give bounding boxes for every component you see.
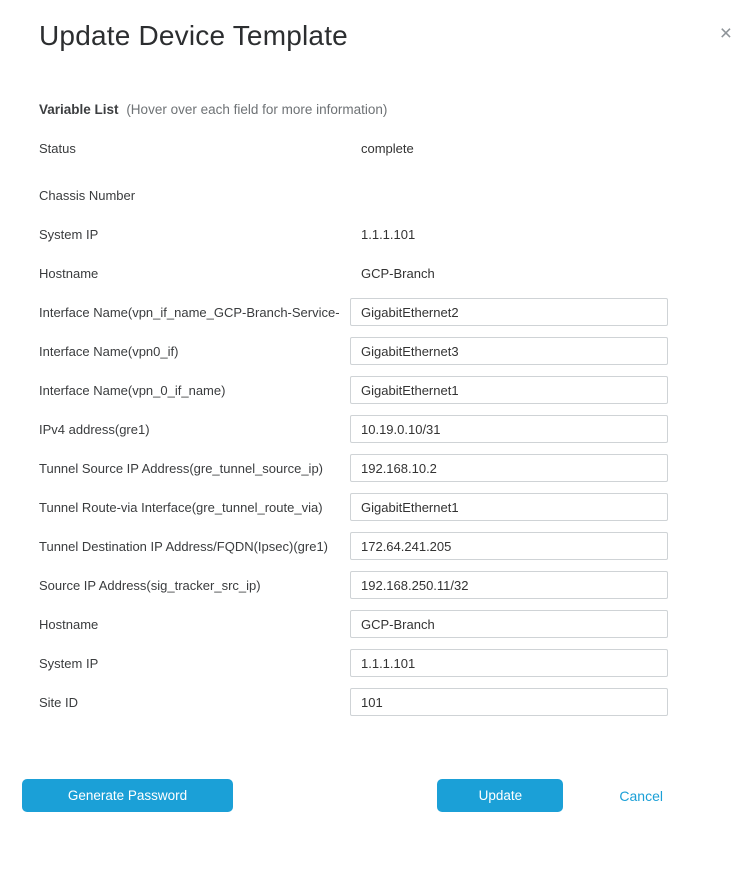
interface-name-service-vpn-input[interactable] [350,298,668,326]
field-row-tunnel-route-via [39,493,668,521]
field-row-source-ip-address [39,571,668,599]
field-label: Source IP Address(sig_tracker_src_ip) [39,577,261,593]
variable-list-header [39,101,713,118]
cancel-link[interactable]: Cancel [619,787,663,804]
status-value: complete [361,140,414,156]
tunnel-source-ip-input[interactable] [350,454,668,482]
field-label: Interface Name(vpn_0_if_name) [39,382,226,398]
field-label: Interface Name(vpn_if_name_GCP-Branch-Service- [39,304,340,320]
source-ip-address-input[interactable] [350,571,668,599]
field-row-hostname-editable [39,610,668,638]
field-label: Interface Name(vpn0_if) [39,343,179,359]
dialog-footer [0,779,752,812]
field-label: Hostname [39,616,99,632]
field-label: Site ID [39,694,79,710]
field-row-status [39,134,668,162]
interface-name-vpn-0-if-name-input[interactable] [350,376,668,404]
generate-password-button[interactable]: Generate Password [22,779,233,812]
field-row-interface-name-vpn-0-if-name [39,376,668,404]
field-label: System IP [39,655,99,671]
field-row-site-id [39,688,668,716]
field-row-chassis-number [39,181,668,209]
ipv4-address-gre1-input[interactable] [350,415,668,443]
system-ip-input[interactable] [350,649,668,677]
field-row-interface-name-service-vpn [39,298,668,326]
field-label: IPv4 address(gre1) [39,421,150,437]
interface-name-vpn0-if-input[interactable] [350,337,668,365]
field-row-ipv4-address-gre1 [39,415,668,443]
field-label: Tunnel Source IP Address(gre_tunnel_source_ip) [39,460,324,476]
close-icon[interactable]: × [719,22,732,45]
field-label: Chassis Number [39,187,136,203]
tunnel-route-via-interface-input[interactable] [350,493,668,521]
hostname-value: GCP-Branch [361,265,435,281]
update-button[interactable]: Update [437,779,563,812]
system-ip-value: 1.1.1.101 [361,226,416,242]
update-device-template-dialog [0,18,752,883]
site-id-input[interactable] [350,688,668,716]
field-label: System IP [39,226,99,242]
variable-list-hint: (Hover over each field for more information) [126,102,388,117]
field-label: Hostname [39,265,99,281]
field-row-tunnel-destination-ip [39,532,668,560]
tunnel-destination-ip-input[interactable] [350,532,668,560]
field-row-interface-name-vpn0-if [39,337,668,365]
field-row-system-ip-editable [39,649,668,677]
field-row-hostname [39,259,668,287]
variable-list-heading: Variable List [39,102,119,117]
hostname-input[interactable] [350,610,668,638]
field-row-tunnel-source-ip [39,454,668,482]
variable-list [0,134,752,716]
field-label: Tunnel Route-via Interface(gre_tunnel_route_via) [39,499,323,515]
field-label: Tunnel Destination IP Address/FQDN(Ipsec)(gre1) [39,538,329,554]
field-label: Status [39,140,76,156]
dialog-title: Update Device Template [39,20,348,51]
field-row-system-ip [39,220,668,248]
